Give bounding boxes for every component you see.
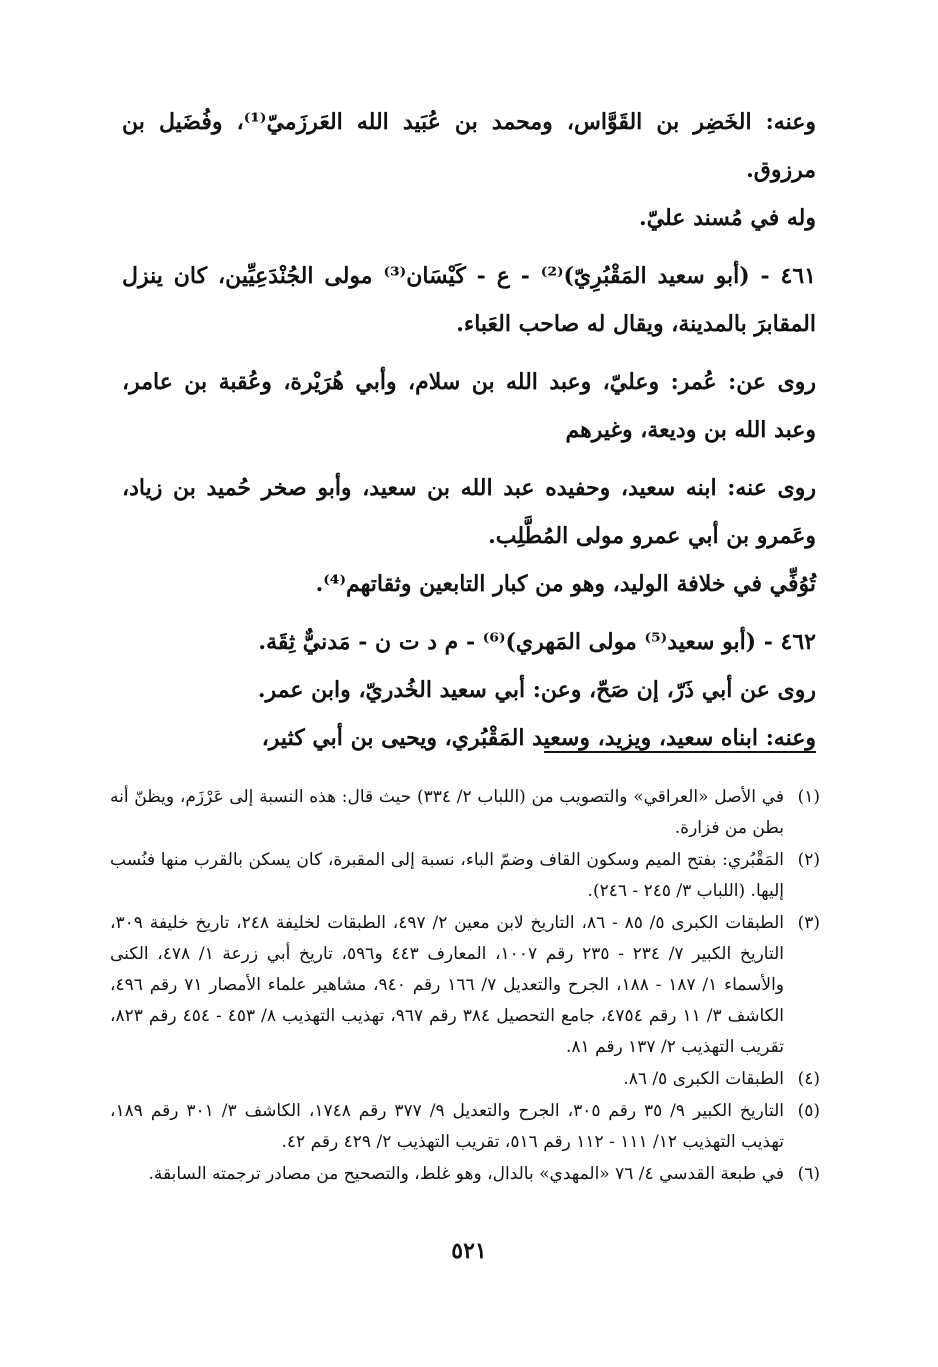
entry-461-death: تُوُفِّي في خلافة الوليد، وهو من كبار التابعين وثقاتهم⁽⁴⁾. xyxy=(315,571,816,597)
footnote xyxy=(110,1096,820,1158)
entry-462-heading: ٤٦٢ - (أبو سعيد⁽⁵⁾ مولى المَهري)⁽⁶⁾ - م د ت ن - مَدنيٌّ ثِقَة. xyxy=(258,629,816,655)
footnote xyxy=(110,782,820,844)
footnote xyxy=(110,1159,820,1190)
entry-461-narrated-from: روى عن: عُمر: وعليّ، وعبد الله بن سلام، وأبي هُرَيْرة، وعُقبة بن عامر، وعبد الله بن وديعة، وغيرهم xyxy=(122,369,816,443)
main-text xyxy=(122,98,816,762)
entry-461-heading: ٤٦١ - (أبو سعيد المَقْبُرِيّ)⁽²⁾ - ع - كَيْسَان⁽³⁾ مولى الجُنْدَعِيِّين، كان ينزل المقابرَ بالمدينة، ويقال له صاحب العَباء. xyxy=(122,263,816,337)
footnote-number: (٢) xyxy=(797,850,820,870)
paragraph-narrators-from: وعنه: الخَضِر بن القَوَّاس، ومحمد بن عُبَيد الله العَرزَميّ⁽¹⁾، وفُضَيل بن مرزوق. xyxy=(122,109,816,183)
footnote-text: في الأصل «العراقي» والتصويب من (اللباب ٢/ ٣٣٤) حيث قال: هذه النسبة إلى عَرْزَم، ويظنّ أنه بطن من فزارة. xyxy=(110,787,785,838)
footnote xyxy=(110,1064,820,1095)
footnote xyxy=(110,908,820,1063)
footnote-text: التاريخ الكبير ٩/ ٣٥ رقم ٣٠٥، الجرح والتعديل ٩/ ٣٧٧ رقم ١٧٤٨، الكاشف ٣/ ٣٠١ رقم ١٨٩، تهذيب التهذيب ١٢/ ١١١ - ١١٢ رقم ٥١٦، تقريب التهذيب ٢/ ٤٢٩ رقم ٤٢. xyxy=(110,1101,784,1152)
entry-462-narrators: وعنه: ابناه سعيد، ويزيد، وسعيد المَقْبُري، ويحيى بن أبي كثير، xyxy=(261,725,816,751)
footnote-text: الطبقات الكبرى ٥/ ٨٥ - ٨٦، التاريخ لابن معين ٢/ ٤٩٧، الطبقات لخليفة ٢٤٨، تاريخ خليفة ٣٠٩، التاريخ الكبير ٧/ ٢٣٤ - ٢٣٥ رقم ١٠٠٧، المعارف ٤٤٣ و٥٩٦، تاريخ أبي زرعة ١/ ٤٧٨، الكنى والأسماء ١/ ١٨٧ - ١٨٨، الجرح والتعديل ٧/ ١٦٦ رقم ٩٤٠، مشاهير علماء الأمصار ٧١ رقم ٤٩٦، الكاشف ٣/ ١١ رقم ٤٧٥٤، جامع التحصيل ٣٨٤ رقم ٩٦٧، تهذيب التهذيب ٨/ ٤٥٣ - ٤٥٤ رقم ٨٢٣، تقريب التهذيب ٢/ ١٣٧ رقم ٨١. xyxy=(110,913,784,1057)
footnote-text: في طبعة القدسي ٤/ ٧٦ «المهدي» بالدال، وهو غلط، والتصحيح من مصادر ترجمته السابقة. xyxy=(148,1164,784,1184)
paragraph-musnad-note: وله في مُسند عليّ. xyxy=(639,205,816,231)
footnote-separator xyxy=(544,751,816,753)
footnote-number: (٣) xyxy=(797,913,820,933)
footnote-number: (٤) xyxy=(797,1069,820,1089)
entry-462-narrated-from: روى عن أبي ذَرّ، إن صَحّ، وعن: أبي سعيد الخُدريّ، وابن عمر. xyxy=(257,677,816,703)
page-number: ٥٢١ xyxy=(451,1238,487,1264)
footnote-text: الطبقات الكبرى ٥/ ٨٦. xyxy=(623,1069,784,1089)
footnote-text: المَقْبُري: بفتح الميم وسكون القاف وضمّ الباء، نسبة إلى المقبرة، كان يسكن بالقرب منها فنُسب إليها. (اللباب ٣/ ٢٤٥ - ٢٤٦). xyxy=(110,850,784,901)
entry-461-narrators: روى عنه: ابنه سعيد، وحفيده عبد الله بن سعيد، وأبو صخر حُميد بن زياد، وعَمرو بن أبي عمرو مولى المُطَّلِب. xyxy=(122,475,816,549)
footnotes xyxy=(110,782,820,1191)
footnote-number: (٦) xyxy=(797,1164,820,1184)
footnote-number: (١) xyxy=(797,787,820,807)
footnote-number: (٥) xyxy=(797,1101,820,1121)
footnote xyxy=(110,845,820,907)
